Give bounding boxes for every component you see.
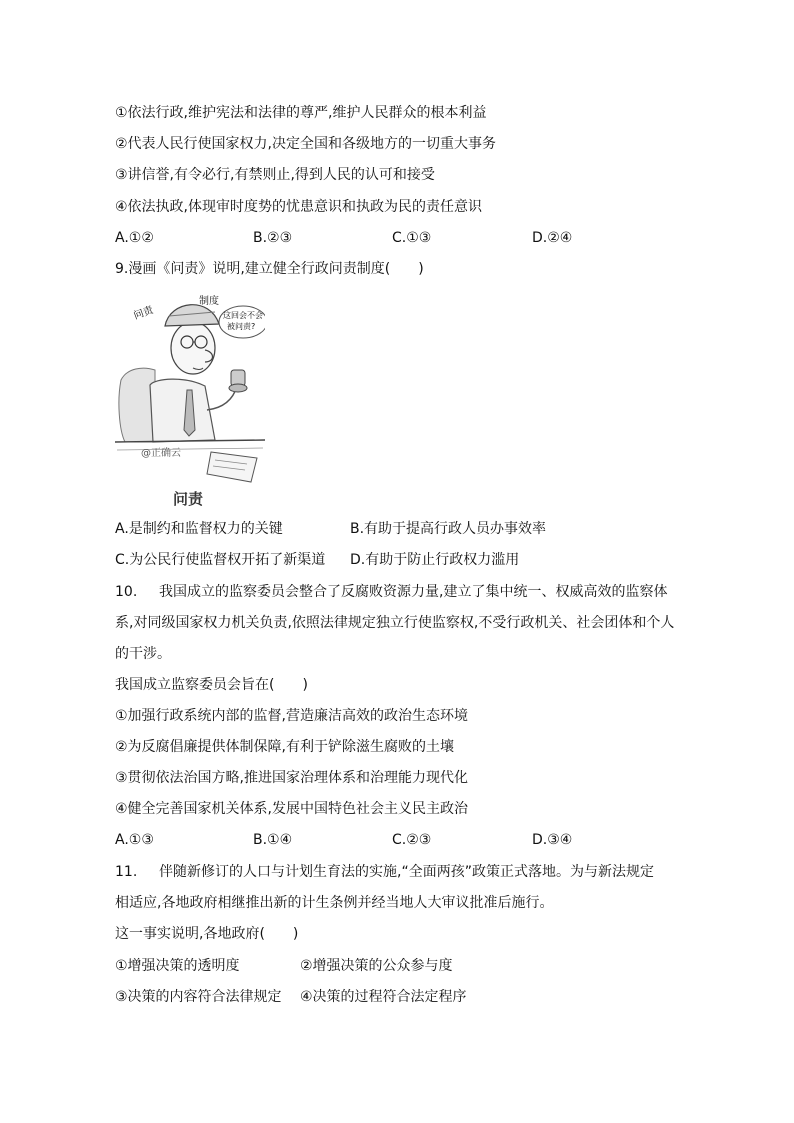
- q10-item-4: ④健全完善国家机关体系,发展中国特色社会主义民主政治: [115, 801, 468, 817]
- q10-number: 10.: [115, 584, 138, 600]
- q10-question: 我国成立监察委员会旨在( ): [115, 677, 308, 693]
- q11-number: 11.: [115, 864, 138, 880]
- q8-option-a: A.①②: [115, 230, 154, 246]
- cartoon-hat-label-2: 制度: [199, 296, 219, 307]
- q8-option-c: C.①③: [392, 230, 432, 246]
- q10-option-d: D.③④: [532, 832, 573, 848]
- q9-option-d: D.有助于防止行政权力滥用: [350, 552, 520, 568]
- q11-stem-text-1: 伴随新修订的人口与计划生育法的实施,“全面两孩”政策正式落地。为与新法规定: [159, 864, 654, 880]
- q10-stem-text-1: 我国成立的监察委员会整合了反腐败资源力量,建立了集中统一、权威高效的监察体: [159, 584, 668, 600]
- cartoon-watermark: @正确云: [141, 448, 181, 459]
- q10-option-b: B.①④: [253, 832, 293, 848]
- q11-item-4: ④决策的过程符合法定程序: [300, 989, 467, 1005]
- q10-item-1: ①加强行政系统内部的监督,营造廉洁高效的政治生态环境: [115, 708, 468, 724]
- q9-option-b: B.有助于提高行政人员办事效率: [350, 521, 547, 537]
- q11-stem-line-2: 相适应,各地政府相继推出新的计生条例并经当地人大审议批准后施行。: [115, 895, 554, 911]
- q11-item-3: ③决策的内容符合法律规定: [115, 989, 282, 1005]
- q8-option-d: D.②④: [532, 230, 573, 246]
- q10-stem-line-3: 的干涉。: [115, 646, 171, 662]
- cartoon-speech-bubble-line-2: 被问责?: [227, 322, 256, 331]
- q8-item-2: ②代表人民行使国家权力,决定全国和各级地方的一切重大事务: [115, 136, 496, 152]
- q10-item-3: ③贯彻依法治国方略,推进国家治理体系和治理能力现代化: [115, 770, 468, 786]
- q10-stem-line-1: [115, 583, 667, 601]
- q9-cartoon: [115, 290, 265, 510]
- q8-option-b: B.②③: [253, 230, 293, 246]
- q8-item-3: ③讲信誉,有令必行,有禁则止,得到人民的认可和接受: [115, 167, 435, 183]
- q10-stem-line-2: 系,对同级国家权力机关负责,依照法律规定独立行使监察权,不受行政机关、社会团体和个人: [115, 615, 675, 631]
- q11-question: 这一事实说明,各地政府( ): [115, 926, 299, 942]
- cartoon-hat-label-1: 问责: [132, 304, 155, 322]
- q10-option-c: C.②③: [392, 832, 432, 848]
- q11-item-2: ②增强决策的公众参与度: [300, 958, 453, 974]
- q8-item-1: ①依法行政,维护宪法和法律的尊严,维护人民群众的根本利益: [115, 105, 487, 121]
- cartoon-caption: 问责: [173, 490, 204, 508]
- q11-item-1: ①增强决策的透明度: [115, 958, 240, 974]
- q8-item-4: ④依法执政,体现审时度势的忧患意识和执政为民的责任意识: [115, 199, 482, 215]
- q10-option-a: A.①③: [115, 832, 154, 848]
- q9-option-c: C.为公民行使监督权开拓了新渠道: [115, 552, 326, 568]
- q10-item-2: ②为反腐倡廉提供体制保障,有利于铲除滋生腐败的土壤: [115, 739, 454, 755]
- q9-option-a: A.是制约和监督权力的关键: [115, 521, 283, 537]
- q9-stem: 9.漫画《问责》说明,建立健全行政问责制度( ): [115, 261, 424, 277]
- q11-stem-line-1: [115, 863, 654, 881]
- cartoon-speech-bubble-line-1: 这回会不会: [223, 311, 263, 320]
